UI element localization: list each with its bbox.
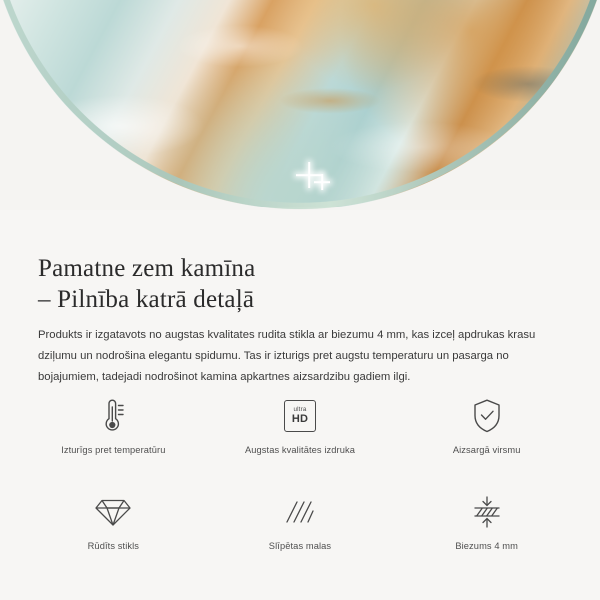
page-title: [38, 253, 558, 315]
feature-label: Augstas kvalitātes izdruka: [244, 445, 356, 455]
feature-label: Slīpētas malas: [268, 541, 332, 551]
feature-item-surface-protection: [393, 395, 580, 455]
feature-item-tempered-glass: [20, 491, 207, 551]
thermometer-icon: [90, 395, 136, 437]
ultra-hd-badge-bottom: HD: [291, 413, 309, 426]
product-description: Produkts ir izgatavots no augstas kvalitates rudita stikla ar biezumu 4 mm, kas izceļ apdrukas krasu dziļumu un nodrošina elegantu spidumu. Tas ir izturigs pret augstu temperaturu un pasarga no bojajumiem, tadejadi nodrošinot kamina apkartnes aizsardzibu gadiem ilgi.: [38, 329, 536, 384]
feature-label: Aizsargā virsmu: [452, 445, 521, 455]
feature-label: Rūdīts stikls: [87, 541, 140, 551]
ultra-hd-badge-top: ultra: [293, 405, 307, 413]
polished-edges-icon: [277, 491, 323, 533]
diamond-icon: [90, 491, 136, 533]
feature-label: Biezums 4 mm: [455, 541, 518, 551]
feature-grid: [20, 395, 580, 551]
feature-label: Izturīgs pret temperatūru: [61, 445, 166, 455]
plate-background-mask: [0, 0, 600, 210]
thickness-arrows-icon: [464, 491, 510, 533]
headline-line-2: – Pilnība katrā detaļā: [38, 285, 255, 313]
feature-item-temperature: [20, 395, 207, 455]
hero-image: [0, 0, 600, 210]
headline-line-1: Pamatne zem kamīna: [38, 254, 256, 282]
shield-check-icon: [464, 395, 510, 437]
content-section: [0, 210, 600, 600]
feature-item-thickness: [393, 491, 580, 551]
ultra-hd-icon: [277, 395, 323, 437]
feature-item-polished-edges: [207, 491, 394, 551]
feature-item-print-quality: [207, 395, 394, 455]
